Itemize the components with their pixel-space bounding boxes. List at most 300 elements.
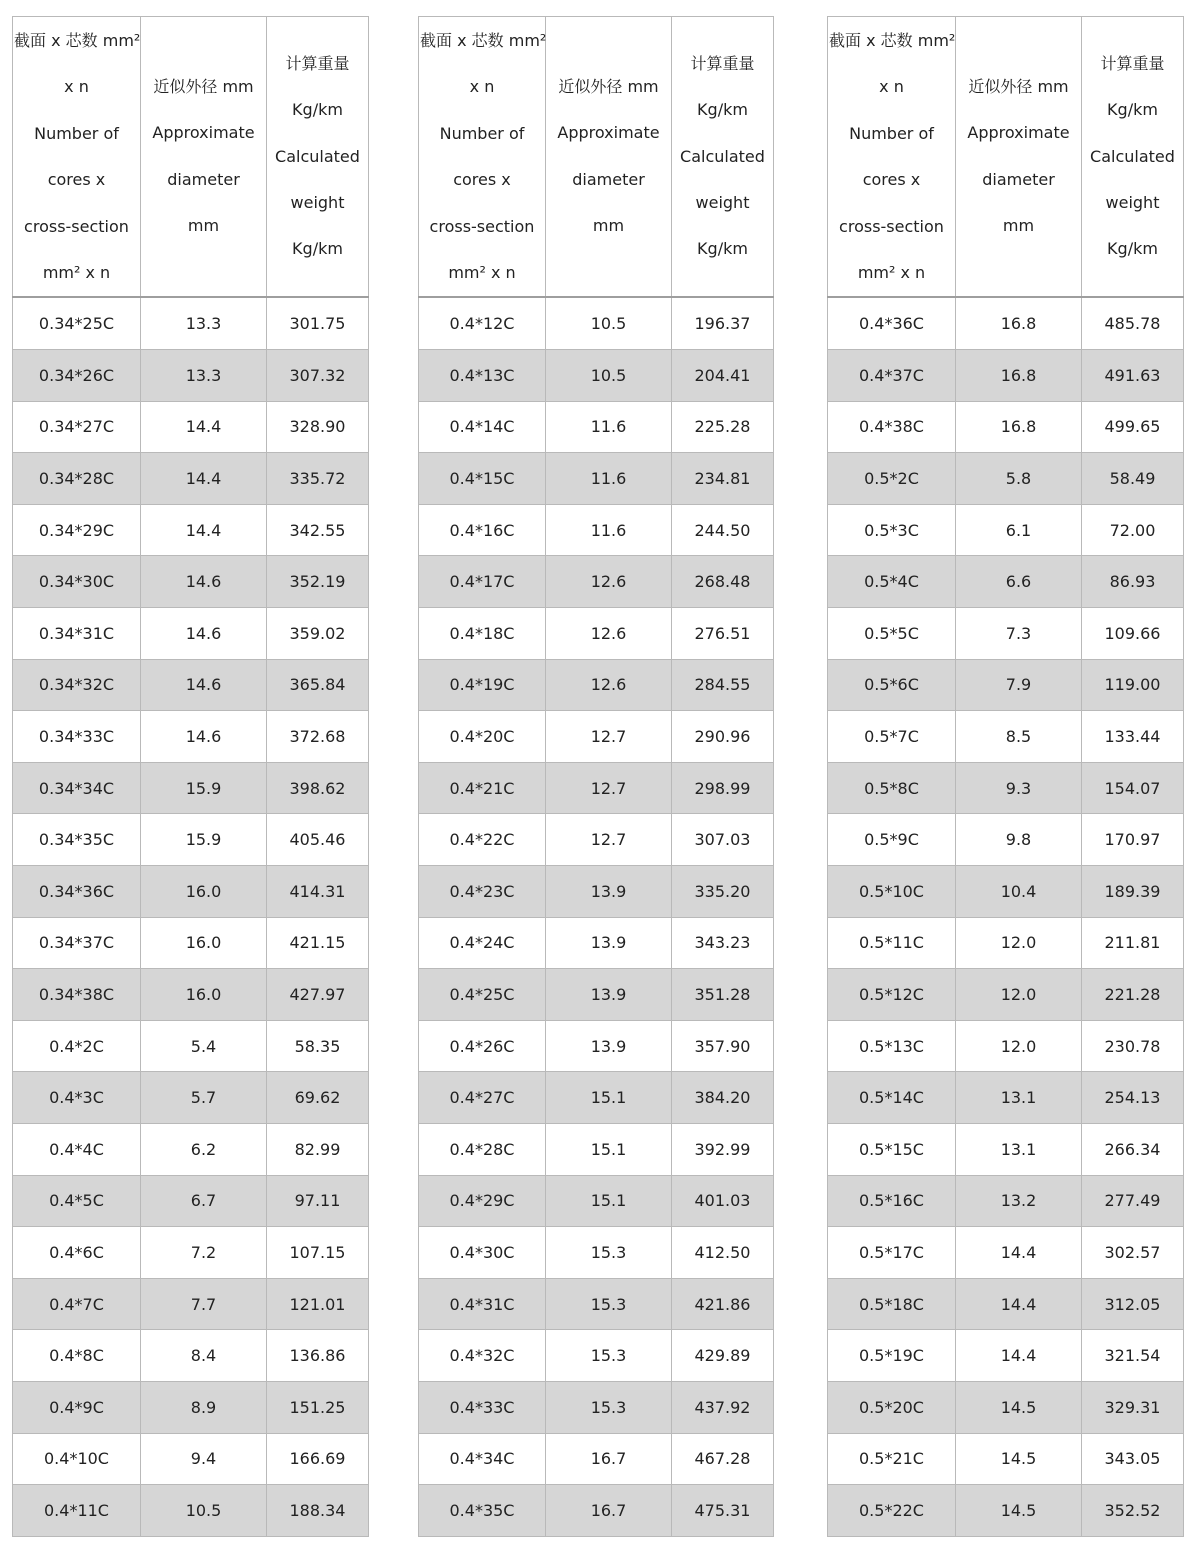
header-weight [1082,17,1184,298]
cell-weight: 133.44 [1082,711,1184,763]
cell-weight: 97.11 [267,1175,369,1227]
cell-diameter: 6.6 [956,556,1082,608]
cell-weight: 342.55 [267,504,369,556]
cell-cross-section: 0.4*37C [828,350,956,402]
cable-spec-table-1 [12,16,369,1537]
header-diameter [956,17,1082,298]
table-row [828,659,1184,711]
cell-diameter: 12.0 [956,969,1082,1021]
table-row [419,504,774,556]
cell-cross-section: 0.4*38C [828,401,956,453]
table-row [828,762,1184,814]
table-row [828,556,1184,608]
table-row [828,608,1184,660]
table-row [13,1227,369,1279]
cell-weight: 225.28 [672,401,774,453]
cell-diameter: 6.7 [141,1175,267,1227]
cell-cross-section: 0.4*9C [13,1381,141,1433]
cell-diameter: 7.2 [141,1227,267,1279]
cell-diameter: 5.7 [141,1072,267,1124]
cell-weight: 372.68 [267,711,369,763]
table-row [13,814,369,866]
table-row [828,401,1184,453]
table-row [419,1278,774,1330]
cell-diameter: 9.3 [956,762,1082,814]
cell-weight: 72.00 [1082,504,1184,556]
cell-diameter: 14.5 [956,1381,1082,1433]
cell-diameter: 13.9 [546,917,672,969]
cell-cross-section: 0.4*3C [13,1072,141,1124]
header-weight [267,17,369,298]
cell-cross-section: 0.4*34C [419,1433,546,1485]
cell-weight: 266.34 [1082,1123,1184,1175]
table-row [828,865,1184,917]
cell-diameter: 14.4 [956,1330,1082,1382]
cell-weight: 58.49 [1082,453,1184,505]
header-line: Kg/km [1107,100,1158,120]
header-line: mm [592,216,625,236]
cell-diameter: 14.4 [141,504,267,556]
cell-weight: 328.90 [267,401,369,453]
cell-diameter: 7.9 [956,659,1082,711]
table-row [13,659,369,711]
cell-weight: 277.49 [1082,1175,1184,1227]
header-line: weight [290,192,345,212]
cell-cross-section: 0.4*13C [419,350,546,402]
cell-cross-section: 0.34*37C [13,917,141,969]
table-row [828,1123,1184,1175]
table-row [419,1227,774,1279]
cell-diameter: 13.3 [141,297,267,349]
cell-weight: 244.50 [672,504,774,556]
cell-weight: 475.31 [672,1485,774,1537]
header-line: Calculated [275,146,360,166]
cell-diameter: 6.2 [141,1123,267,1175]
table-row [13,762,369,814]
table-row [13,1123,369,1175]
table-row [419,1485,774,1537]
cell-weight: 189.39 [1082,865,1184,917]
table-row [13,401,369,453]
header-line: mm² x n [448,263,516,283]
cell-cross-section: 0.5*9C [828,814,956,866]
table-row [13,711,369,763]
cell-diameter: 5.4 [141,1020,267,1072]
cell-diameter: 5.8 [956,453,1082,505]
cell-weight: 485.78 [1082,297,1184,349]
cell-cross-section: 0.5*15C [828,1123,956,1175]
header-line: 截面 x 芯数 mm² [420,31,547,50]
cell-weight: 268.48 [672,556,774,608]
cell-diameter: 12.6 [546,556,672,608]
table-row [828,1330,1184,1382]
cell-diameter: 10.5 [546,297,672,349]
table-row [828,917,1184,969]
cell-diameter: 13.2 [956,1175,1082,1227]
header-line: mm² x n [42,263,111,283]
cell-cross-section: 0.4*11C [13,1485,141,1537]
cell-diameter: 15.1 [546,1123,672,1175]
cell-cross-section: 0.34*38C [13,969,141,1021]
cell-weight: 491.63 [1082,350,1184,402]
table-row [419,453,774,505]
cell-diameter: 16.7 [546,1485,672,1537]
cell-cross-section: 0.4*22C [419,814,546,866]
table-row [828,1227,1184,1279]
cell-cross-section: 0.4*20C [419,711,546,763]
cell-cross-section: 0.4*8C [13,1330,141,1382]
table-row [828,350,1184,402]
cell-cross-section: 0.4*17C [419,556,546,608]
cell-diameter: 14.4 [141,453,267,505]
cell-cross-section: 0.34*26C [13,350,141,402]
table-row [13,297,369,349]
table-header-row [13,17,369,298]
table-row [13,504,369,556]
cell-diameter: 7.7 [141,1278,267,1330]
cell-weight: 365.84 [267,659,369,711]
header-line: x n [469,77,495,97]
cell-weight: 312.05 [1082,1278,1184,1330]
cell-weight: 427.97 [267,969,369,1021]
cell-cross-section: 0.4*19C [419,659,546,711]
cell-diameter: 16.8 [956,297,1082,349]
header-line: x n [64,77,89,97]
cell-diameter: 13.9 [546,865,672,917]
header-line: Calculated [680,146,765,166]
cell-diameter: 12.6 [546,608,672,660]
header-line: diameter [572,169,645,189]
table-row [13,1175,369,1227]
header-cross-section [419,17,546,298]
table-row [419,556,774,608]
cell-diameter: 10.4 [956,865,1082,917]
cell-diameter: 9.8 [956,814,1082,866]
cell-diameter: 8.4 [141,1330,267,1382]
cell-diameter: 7.3 [956,608,1082,660]
header-diameter [141,17,267,298]
cell-cross-section: 0.4*15C [419,453,546,505]
cell-cross-section: 0.4*7C [13,1278,141,1330]
table-row [828,711,1184,763]
cell-diameter: 15.1 [546,1072,672,1124]
header-line: diameter [167,169,240,189]
cell-cross-section: 0.4*26C [419,1020,546,1072]
table-header-row [419,17,774,298]
header-line: 近似外径 mm [153,76,254,96]
table-row [13,1330,369,1382]
header-line: mm [187,216,220,236]
header-line: 计算重量 [285,53,350,73]
cell-cross-section: 0.4*4C [13,1123,141,1175]
cell-diameter: 15.3 [546,1381,672,1433]
cell-diameter: 11.6 [546,504,672,556]
cell-cross-section: 0.5*11C [828,917,956,969]
cell-cross-section: 0.34*28C [13,453,141,505]
header-line: cross-section [24,216,129,236]
cell-weight: 343.23 [672,917,774,969]
table-row [419,1175,774,1227]
cell-weight: 384.20 [672,1072,774,1124]
cell-diameter: 12.6 [546,659,672,711]
cell-cross-section: 0.4*35C [419,1485,546,1537]
table-row [419,865,774,917]
cell-diameter: 16.7 [546,1433,672,1485]
cell-cross-section: 0.5*21C [828,1433,956,1485]
header-weight [672,17,774,298]
cell-weight: 359.02 [267,608,369,660]
table-row [13,1381,369,1433]
cell-cross-section: 0.4*30C [419,1227,546,1279]
cell-weight: 290.96 [672,711,774,763]
cell-cross-section: 0.5*5C [828,608,956,660]
cell-cross-section: 0.34*33C [13,711,141,763]
table-row [828,1072,1184,1124]
cell-weight: 343.05 [1082,1433,1184,1485]
cell-cross-section: 0.5*3C [828,504,956,556]
table-row [828,1020,1184,1072]
header-line: 截面 x 芯数 mm² [829,31,956,50]
cell-cross-section: 0.4*12C [419,297,546,349]
cell-weight: 221.28 [1082,969,1184,1021]
cell-diameter: 14.6 [141,659,267,711]
header-line: cross-section [839,216,944,236]
cell-weight: 307.32 [267,350,369,402]
cell-weight: 136.86 [267,1330,369,1382]
cell-diameter: 12.7 [546,762,672,814]
cell-weight: 421.86 [672,1278,774,1330]
cell-diameter: 16.8 [956,350,1082,402]
cell-diameter: 13.1 [956,1072,1082,1124]
header-line: 截面 x 芯数 mm² [14,31,141,50]
table-row [828,297,1184,349]
table-row [13,917,369,969]
header-line: mm² x n [857,263,926,283]
table-row [13,1072,369,1124]
cell-cross-section: 0.5*10C [828,865,956,917]
cell-weight: 82.99 [267,1123,369,1175]
cell-cross-section: 0.34*36C [13,865,141,917]
table-row [419,814,774,866]
cell-weight: 154.07 [1082,762,1184,814]
cable-spec-table-3 [827,16,1184,1537]
table-row [13,1433,369,1485]
cell-cross-section: 0.34*30C [13,556,141,608]
table-row [419,969,774,1021]
cell-weight: 499.65 [1082,401,1184,453]
cell-weight: 204.41 [672,350,774,402]
header-line: Approximate [152,123,255,143]
table-row [419,1381,774,1433]
cell-weight: 401.03 [672,1175,774,1227]
header-line: cores x [47,170,106,190]
cell-weight: 107.15 [267,1227,369,1279]
cell-cross-section: 0.5*19C [828,1330,956,1382]
cell-weight: 335.20 [672,865,774,917]
cell-diameter: 15.3 [546,1330,672,1382]
cell-weight: 151.25 [267,1381,369,1433]
cell-weight: 467.28 [672,1433,774,1485]
cell-cross-section: 0.5*16C [828,1175,956,1227]
cell-diameter: 14.4 [956,1227,1082,1279]
cell-diameter: 16.0 [141,865,267,917]
cell-cross-section: 0.4*21C [419,762,546,814]
header-line: Kg/km [1107,239,1158,259]
cell-diameter: 12.0 [956,917,1082,969]
cell-cross-section: 0.5*7C [828,711,956,763]
cell-weight: 329.31 [1082,1381,1184,1433]
cell-weight: 276.51 [672,608,774,660]
cell-cross-section: 0.4*29C [419,1175,546,1227]
table-row [419,762,774,814]
cell-cross-section: 0.5*8C [828,762,956,814]
cell-weight: 398.62 [267,762,369,814]
table-row [828,1175,1184,1227]
table-row [419,1072,774,1124]
cell-diameter: 12.0 [956,1020,1082,1072]
cell-cross-section: 0.34*32C [13,659,141,711]
cell-weight: 119.00 [1082,659,1184,711]
table-row [419,1433,774,1485]
header-line: Kg/km [292,239,343,259]
header-line: Kg/km [697,100,748,120]
header-line: weight [1105,192,1160,212]
cell-cross-section: 0.5*4C [828,556,956,608]
cell-weight: 58.35 [267,1020,369,1072]
header-line: weight [695,192,750,212]
table-row [828,1433,1184,1485]
cell-diameter: 8.9 [141,1381,267,1433]
cell-cross-section: 0.4*28C [419,1123,546,1175]
header-cross-section [828,17,956,298]
cell-diameter: 15.3 [546,1278,672,1330]
cell-cross-section: 0.4*27C [419,1072,546,1124]
cell-weight: 284.55 [672,659,774,711]
table-row [13,556,369,608]
cell-diameter: 10.5 [141,1485,267,1537]
cell-diameter: 15.9 [141,762,267,814]
cell-weight: 412.50 [672,1227,774,1279]
cell-diameter: 6.1 [956,504,1082,556]
cell-weight: 109.66 [1082,608,1184,660]
table-row [13,1485,369,1537]
header-line: Kg/km [292,100,343,120]
cell-diameter: 11.6 [546,453,672,505]
cell-weight: 321.54 [1082,1330,1184,1382]
cell-cross-section: 0.5*2C [828,453,956,505]
header-line: Approximate [967,123,1070,143]
cell-diameter: 13.1 [956,1123,1082,1175]
cell-weight: 421.15 [267,917,369,969]
header-line: cross-section [429,216,535,236]
cell-cross-section: 0.34*34C [13,762,141,814]
cell-cross-section: 0.4*2C [13,1020,141,1072]
cell-weight: 429.89 [672,1330,774,1382]
table-row [419,1020,774,1072]
cell-diameter: 13.3 [141,350,267,402]
cell-cross-section: 0.4*14C [419,401,546,453]
cell-diameter: 14.6 [141,608,267,660]
cell-cross-section: 0.4*6C [13,1227,141,1279]
table-row [828,1381,1184,1433]
header-line: 近似外径 mm [968,76,1069,96]
table-row [828,969,1184,1021]
cell-cross-section: 0.5*13C [828,1020,956,1072]
cell-cross-section: 0.4*25C [419,969,546,1021]
cell-weight: 121.01 [267,1278,369,1330]
cell-cross-section: 0.34*27C [13,401,141,453]
cell-cross-section: 0.34*29C [13,504,141,556]
cell-cross-section: 0.34*25C [13,297,141,349]
cell-cross-section: 0.4*5C [13,1175,141,1227]
cell-weight: 188.34 [267,1485,369,1537]
cell-weight: 196.37 [672,297,774,349]
header-line: mm [1002,216,1035,236]
cell-weight: 307.03 [672,814,774,866]
header-line: 计算重量 [1100,53,1165,73]
header-line: 计算重量 [690,53,755,73]
cell-cross-section: 0.5*22C [828,1485,956,1537]
cell-weight: 166.69 [267,1433,369,1485]
table-row [419,659,774,711]
cell-cross-section: 0.5*17C [828,1227,956,1279]
header-cross-section [13,17,141,298]
cell-diameter: 15.9 [141,814,267,866]
table-header-row [828,17,1184,298]
cell-cross-section: 0.5*6C [828,659,956,711]
table-row [419,401,774,453]
cell-weight: 392.99 [672,1123,774,1175]
cell-weight: 357.90 [672,1020,774,1072]
header-diameter [546,17,672,298]
header-line: Number of [849,123,934,143]
cell-cross-section: 0.4*16C [419,504,546,556]
table-row [828,453,1184,505]
cell-weight: 234.81 [672,453,774,505]
table-row [13,453,369,505]
header-line: Number of [439,123,525,143]
cell-cross-section: 0.5*14C [828,1072,956,1124]
table-row [13,969,369,1021]
cell-diameter: 8.5 [956,711,1082,763]
table-row [828,504,1184,556]
cell-cross-section: 0.5*18C [828,1278,956,1330]
cell-cross-section: 0.4*24C [419,917,546,969]
cell-weight: 301.75 [267,297,369,349]
cell-diameter: 14.4 [956,1278,1082,1330]
cell-weight: 211.81 [1082,917,1184,969]
table-row [419,608,774,660]
cell-cross-section: 0.34*31C [13,608,141,660]
table-row [13,608,369,660]
table-row [828,814,1184,866]
table-row [419,297,774,349]
header-line: Calculated [1090,146,1175,166]
cell-diameter: 16.8 [956,401,1082,453]
header-line: diameter [982,169,1055,189]
cell-cross-section: 0.4*33C [419,1381,546,1433]
cell-diameter: 14.6 [141,556,267,608]
cell-diameter: 14.5 [956,1485,1082,1537]
table-row [828,1278,1184,1330]
table-row [419,1123,774,1175]
cell-weight: 335.72 [267,453,369,505]
cell-diameter: 12.7 [546,711,672,763]
table-row [13,865,369,917]
cell-diameter: 14.5 [956,1433,1082,1485]
cell-weight: 302.57 [1082,1227,1184,1279]
cell-cross-section: 0.5*12C [828,969,956,1021]
